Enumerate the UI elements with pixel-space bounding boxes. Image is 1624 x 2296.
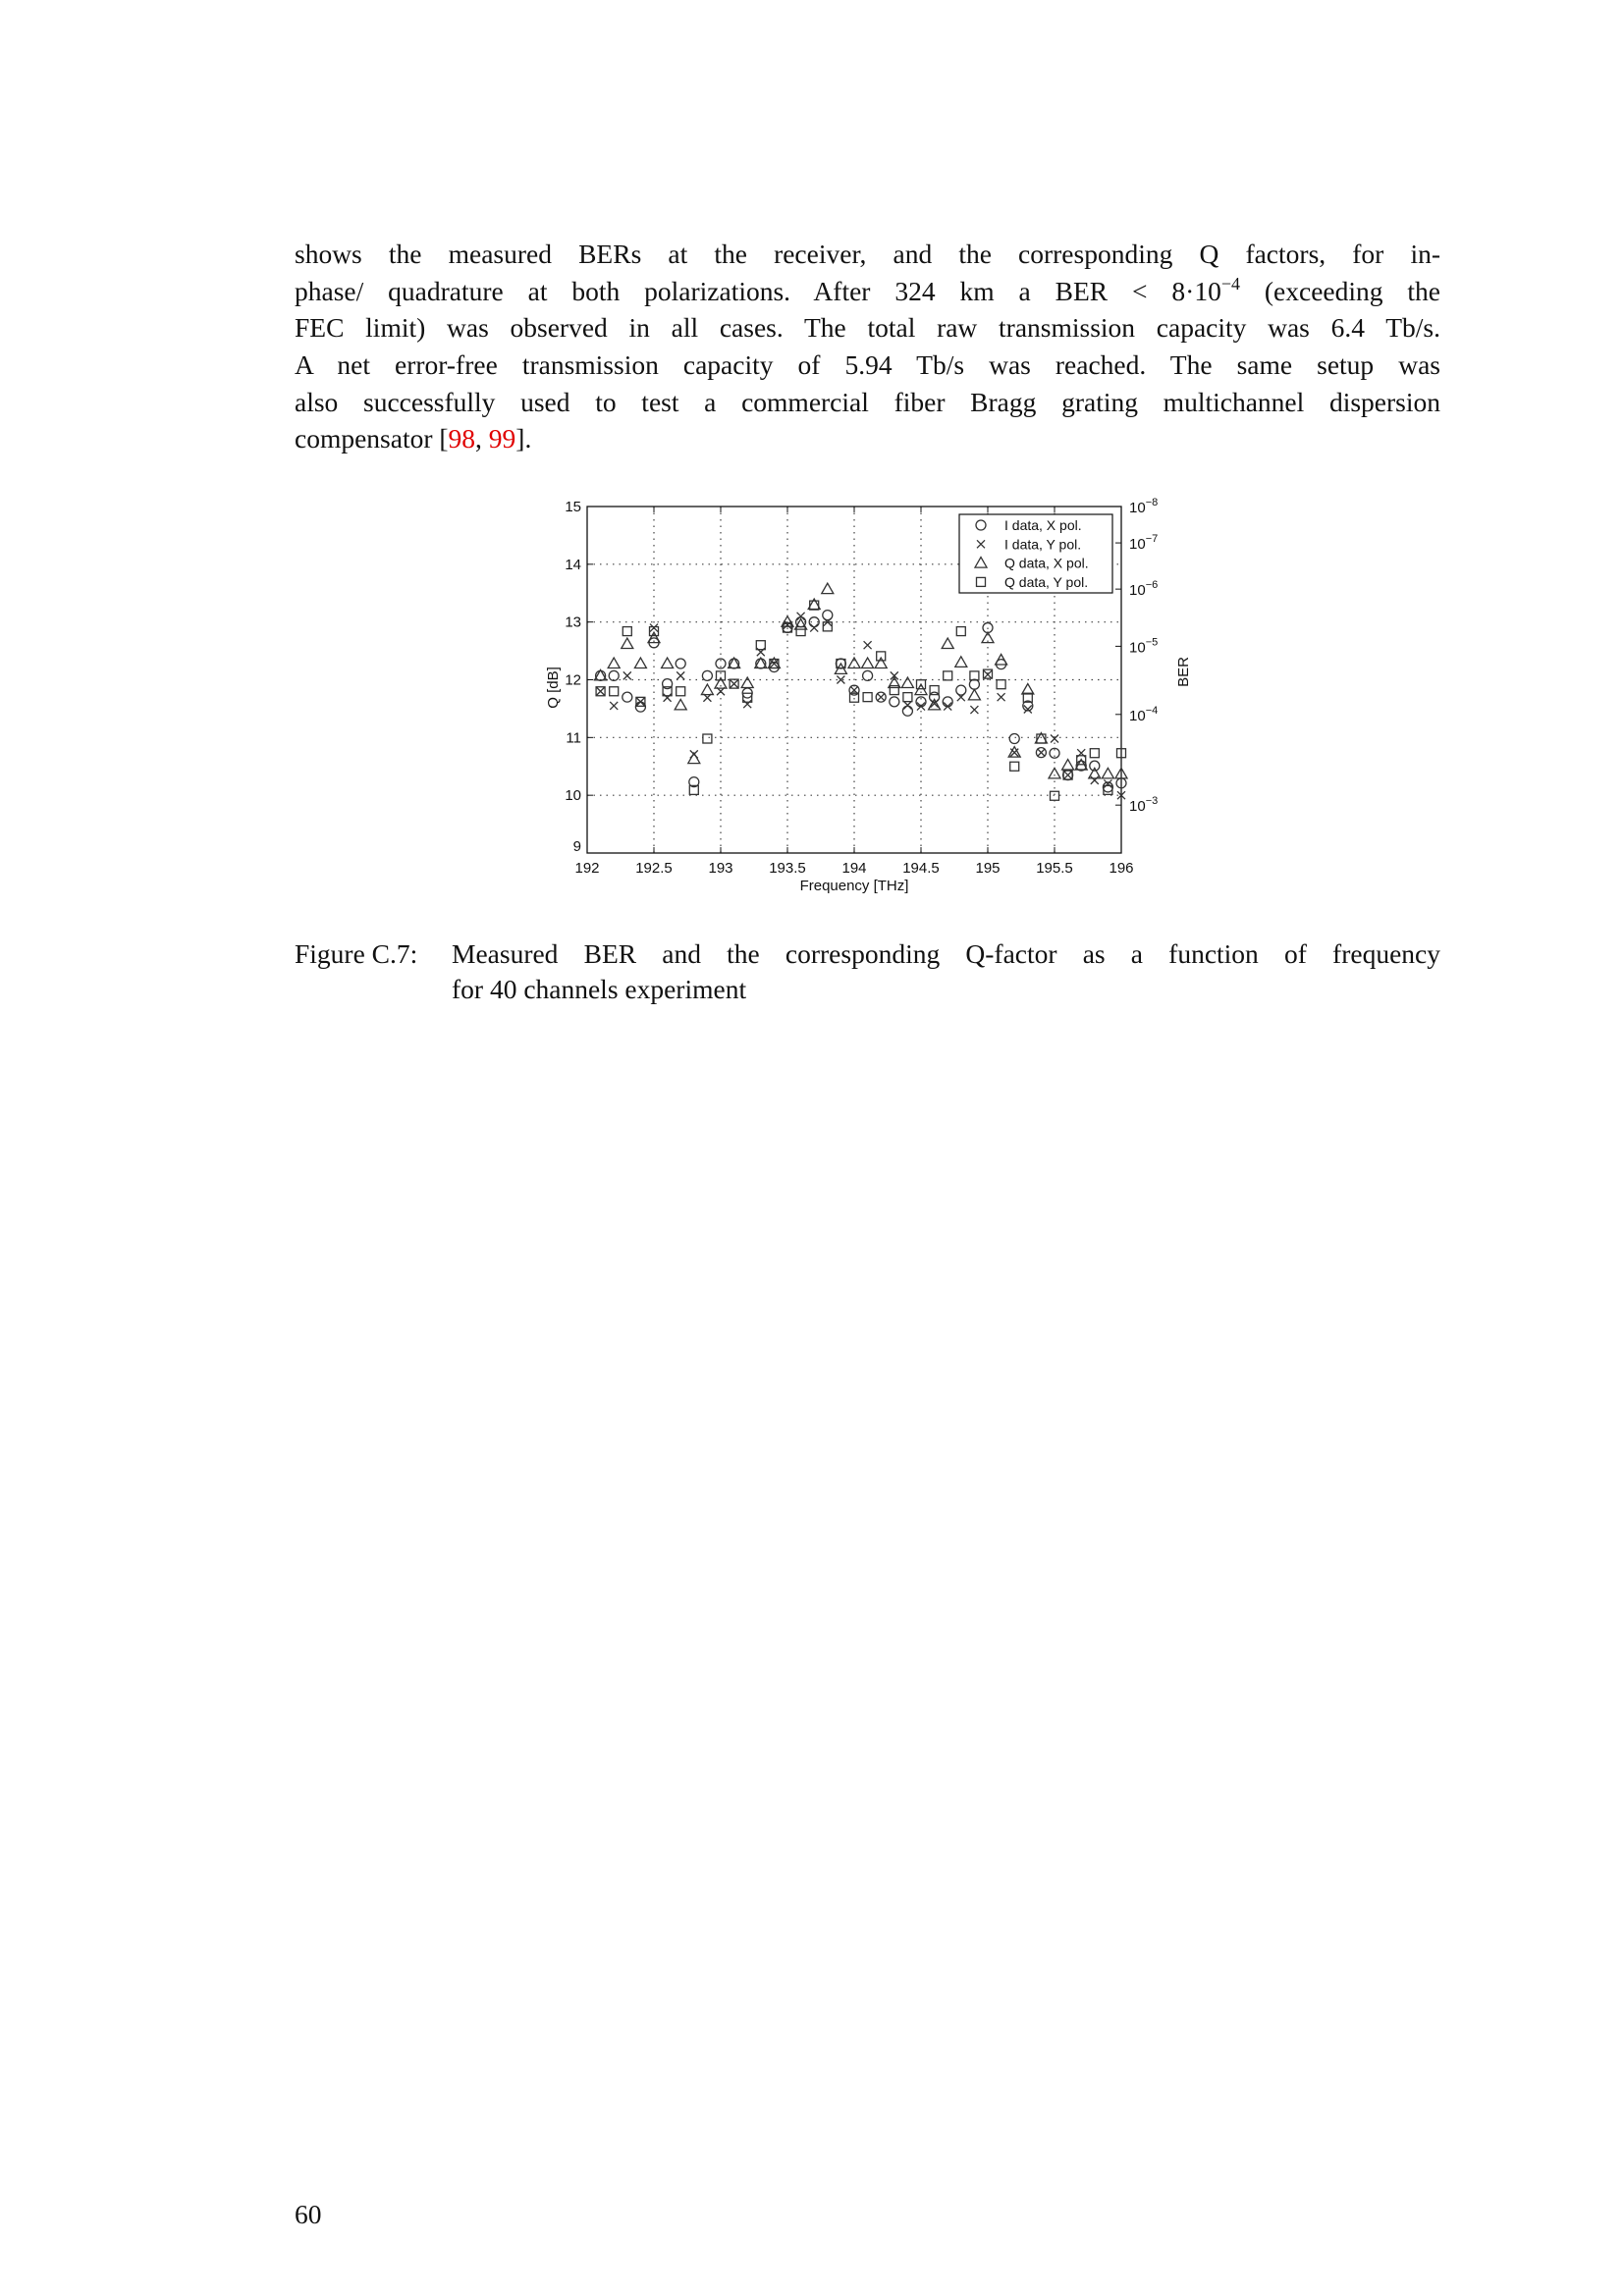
series-triangle <box>595 583 1127 778</box>
data-point-x <box>864 641 872 649</box>
y-tick-label: 10 <box>565 787 581 805</box>
data-point-x <box>970 706 978 714</box>
series-x <box>597 613 1125 799</box>
data-point-circle <box>676 659 685 668</box>
data-point-square <box>944 671 952 680</box>
y-axis-label: Q [dB] <box>545 667 562 709</box>
data-point-circle <box>943 697 952 707</box>
ber-tick-label: $10^{-8}$ <box>1129 497 1159 516</box>
text: phase/ quadrature at both polarizations. After 324 km a BER < 8·10 <box>295 275 1221 306</box>
body-paragraph <box>295 236 1440 457</box>
ber-q-chart <box>530 491 1218 913</box>
data-point-x <box>623 671 631 679</box>
data-point-square <box>623 627 631 636</box>
data-point-triangle <box>862 658 874 668</box>
ber-tick-label: $10^{-5}$ <box>1129 636 1159 657</box>
data-point-square <box>610 687 619 696</box>
data-point-square <box>677 687 685 696</box>
data-point-triangle <box>822 583 834 594</box>
data-point-x <box>1064 772 1072 779</box>
data-point-triangle <box>662 658 674 668</box>
legend-label: Q data, X pol. <box>1004 555 1089 571</box>
data-point-x <box>998 693 1005 701</box>
series-circle <box>596 611 1126 792</box>
data-point-x <box>903 701 911 709</box>
paragraph-line <box>295 420 1440 457</box>
data-point-square <box>877 652 886 661</box>
caption-line: for 40 channels experiment <box>452 974 747 1004</box>
y-tick-label: 12 <box>565 671 581 689</box>
data-point-circle <box>1009 734 1019 744</box>
data-point-triangle <box>675 699 686 710</box>
data-point-x <box>1051 735 1058 743</box>
data-point-circle <box>863 670 873 680</box>
paragraph-line: shows the measured BERs at the receiver, and the corresponding Q factors, for in- <box>295 239 1440 269</box>
data-point-square <box>823 622 832 631</box>
ber-tick-label: $10^{-7}$ <box>1129 533 1159 554</box>
paragraph-line: FEC limit) was observed in all cases. The total raw transmission capacity was 6.4 Tb/s. <box>295 312 1440 344</box>
data-point-circle <box>702 670 712 680</box>
data-point-square <box>863 693 872 702</box>
data-point-square <box>1010 762 1019 771</box>
x-tick-label: 195 <box>975 860 1001 877</box>
data-point-x <box>984 670 992 678</box>
data-point-triangle <box>1062 760 1074 771</box>
superscript: −4 <box>1220 273 1240 294</box>
data-point-triangle <box>942 638 953 649</box>
data-point-triangle <box>701 684 713 695</box>
data-point-triangle <box>901 677 913 688</box>
data-point-x <box>743 700 751 708</box>
data-point-square <box>970 671 979 680</box>
text: ]. <box>515 423 532 454</box>
x-tick-label: 192.5 <box>635 860 673 877</box>
data-point-triangle <box>1022 684 1034 695</box>
text: (exceeding the <box>1239 275 1440 306</box>
x-tick-label: 193 <box>708 860 733 877</box>
data-point-x <box>1091 776 1099 784</box>
y-tick-label: 9 <box>572 838 581 855</box>
series-square <box>596 601 1125 800</box>
y2-axis-label: BER <box>1175 657 1192 687</box>
data-point-x <box>731 680 738 688</box>
data-point-circle <box>902 706 912 716</box>
text: , <box>475 423 489 454</box>
ber-tick-label: $10^{-6}$ <box>1129 579 1159 600</box>
data-point-triangle <box>741 677 753 688</box>
data-point-x <box>650 624 658 632</box>
y-tick-label: 15 <box>565 499 581 515</box>
y-tick-label: 13 <box>565 614 581 631</box>
data-point-circle <box>609 670 619 680</box>
data-point-circle <box>890 697 899 707</box>
data-point-x <box>957 693 965 701</box>
data-point-x <box>636 698 644 706</box>
ber-tick-label: $10^{-3}$ <box>1129 795 1159 816</box>
x-tick-label: 193.5 <box>769 860 806 877</box>
data-point-triangle <box>929 699 941 710</box>
data-point-x <box>1037 749 1045 757</box>
caption-label: Figure C.7: <box>295 938 418 969</box>
paragraph-line <box>295 273 1440 310</box>
legend-label: I data, Y pol. <box>1004 536 1082 553</box>
x-tick-label: 194.5 <box>902 860 940 877</box>
legend-label: I data, X pol. <box>1004 517 1082 533</box>
data-point-triangle <box>1102 768 1113 778</box>
text: compensator [ <box>295 423 449 454</box>
data-point-triangle <box>634 658 646 668</box>
data-point-square <box>1090 749 1099 758</box>
x-axis-label: Frequency [THz] <box>799 878 909 894</box>
legend-label: Q data, Y pol. <box>1004 573 1089 590</box>
data-point-square <box>956 627 965 636</box>
data-point-x <box>877 693 885 701</box>
data-point-square <box>903 693 912 702</box>
data-point-x <box>664 694 672 702</box>
paragraph-line: A net error-free transmission capacity of 5.94 Tb/s was reached. The same setup was <box>295 349 1440 381</box>
caption-line: Measured BER and the corresponding Q-factor as a function of frequency <box>452 938 1440 969</box>
x-tick-label: 192 <box>574 860 600 877</box>
data-point-square <box>796 627 805 636</box>
data-point-triangle <box>608 658 620 668</box>
x-tick-label: 194 <box>841 860 867 877</box>
data-point-x <box>677 671 684 679</box>
x-tick-label: 196 <box>1109 860 1134 877</box>
data-point-triangle <box>968 689 980 700</box>
paragraph-line: also successfully used to test a commercial fiber Bragg grating multichannel dispersion <box>295 386 1440 417</box>
y-tick-label: 14 <box>565 556 581 573</box>
citation-link[interactable]: 99 <box>488 423 516 454</box>
data-point-circle <box>623 692 632 702</box>
ber-tick-label: $10^{-4}$ <box>1129 704 1159 724</box>
data-point-x <box>810 624 818 632</box>
data-point-x <box>597 687 605 695</box>
data-point-circle <box>635 702 645 712</box>
data-point-x <box>610 702 618 710</box>
x-tick-label: 195.5 <box>1036 860 1073 877</box>
legend <box>959 514 1112 593</box>
page-number: 60 <box>295 2199 322 2229</box>
data-point-triangle <box>955 657 967 667</box>
citation-link[interactable]: 98 <box>448 423 476 454</box>
y-tick-label: 11 <box>566 729 581 747</box>
data-point-triangle <box>622 638 633 649</box>
data-point-square <box>703 734 712 743</box>
data-point-circle <box>969 679 979 689</box>
data-point-square <box>997 680 1005 689</box>
